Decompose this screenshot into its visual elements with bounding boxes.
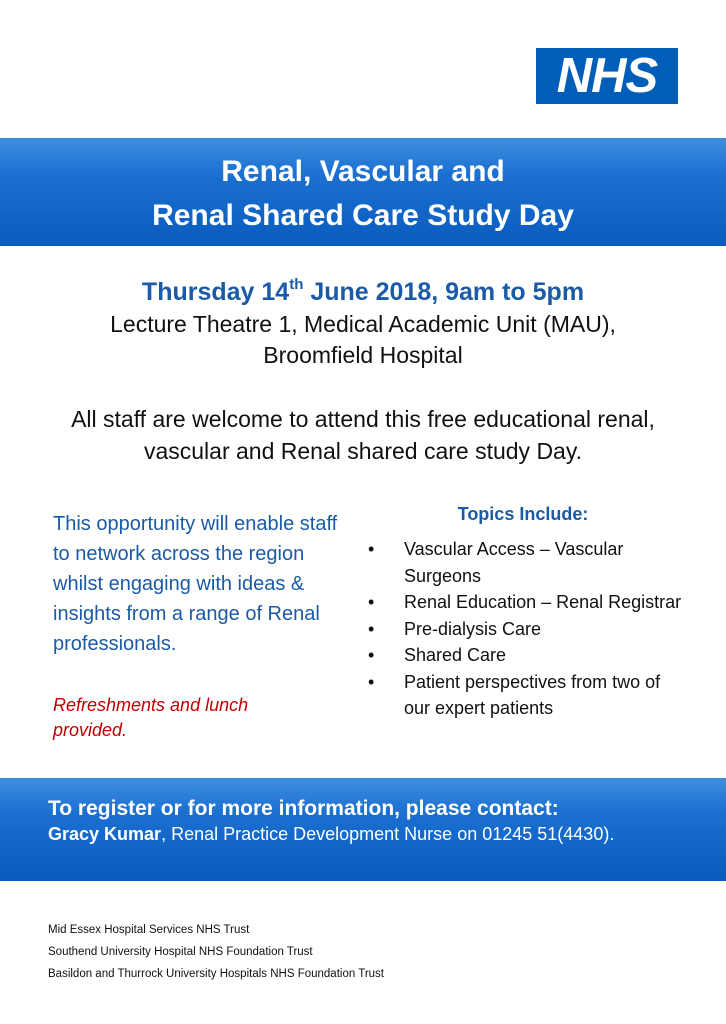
nhs-logo-text: NHS [556,48,658,103]
list-item [368,589,688,616]
topics-list [368,536,688,722]
contact-heading: To register or for more information, please contact: [48,797,559,820]
refreshments-note: Refreshments and lunch provided. [53,695,249,740]
list-item [368,669,688,722]
topics-heading: Topics Include: [457,504,589,524]
event-date [0,275,726,307]
bullet-icon: • [368,645,375,665]
topic-text: Vascular Access – Vascular Surgeons [404,539,624,586]
event-day: Thursday 14 [141,278,290,306]
contact-info: , Renal Practice Development Nurse on 01245 51(4430). [161,824,615,844]
bullet-icon: • [368,592,375,612]
list-item [368,642,688,669]
bullet-icon: • [368,539,375,559]
topic-text: Shared Care [404,645,507,665]
opportunity-text: This opportunity will enable staff to network across the region whilst engaging with ideas & insights from a range of Renal professionals. [53,513,338,655]
title-line-1: Renal, Vascular and [221,155,505,188]
welcome-text: All staff are welcome to attend this free educational renal, vascular and Renal shared care study Day. [71,406,655,464]
trust-list [48,919,384,985]
venue-line-2: Broomfield Hospital [263,342,463,368]
contact-name: Gracy Kumar [48,824,162,844]
trust-name: Basildon and Thurrock University Hospitals NHS Foundation Trust [48,968,384,980]
topic-text: Patient perspectives from two of our expert patients [404,671,661,718]
topic-text: Renal Education – Renal Registrar [404,592,682,612]
list-item [368,616,688,643]
bullet-icon: • [368,671,375,692]
bullet-icon: • [368,618,375,639]
event-day-suffix: th [289,275,304,293]
venue-line-1: Lecture Theatre 1, Medical Academic Unit (MAU), [110,311,616,337]
event-date-rest: June 2018, 9am to 5pm [303,278,585,306]
trust-name: Southend University Hospital NHS Foundation Trust [48,946,313,958]
topic-text: Pre-dialysis Care [404,618,542,639]
trust-name: Mid Essex Hospital Services NHS Trust [48,924,250,936]
contact-details [48,824,614,845]
nhs-logo [536,48,678,104]
title-line-2: Renal Shared Care Study Day [152,199,574,232]
list-item [368,536,688,589]
